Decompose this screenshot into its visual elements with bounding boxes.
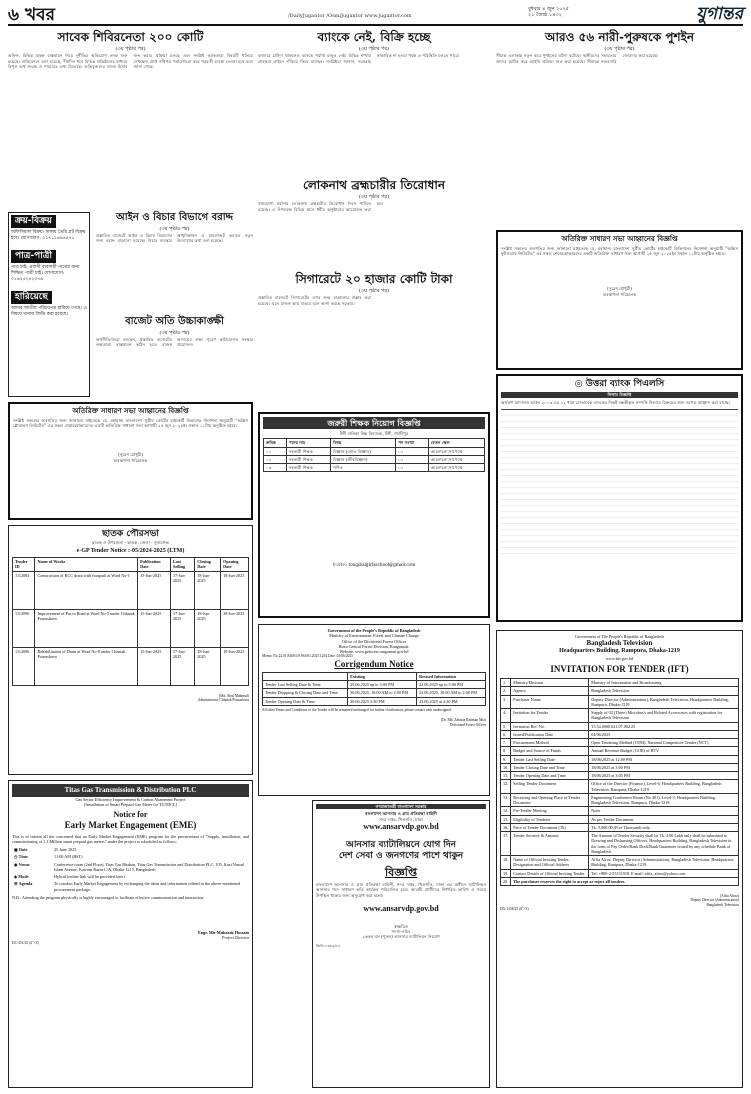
notice-heading: বিজ্ঞপ্তি — [385, 866, 417, 880]
table-row: 14. Pre-Tender Meeting None — [501, 807, 739, 815]
ad-code: জিডি-১৩৮৬/২৫ — [316, 943, 341, 948]
table-row: 11. Tender Opening Date and Time 18/06/2025 at 3:05 PM — [501, 772, 739, 780]
agm-notice-footwear — [496, 230, 743, 370]
gov-name: গণপ্রজাতন্ত্রী বাংলাদেশ সরকার — [316, 804, 486, 809]
org-name: Bangladesh Television — [586, 639, 653, 648]
ad-body: অর্থঋণ আদালত আইন ২০০৩ এর ১২ ধারা মোতাবেক ব্যাংকের নিকট বন্ধকীকৃত সম্পত্তি নিলামে বিক্রয়ের জন্য দরপত্র আহ্বান করা যাচ্ছে। — [501, 399, 731, 405]
story-headline: সিগারেটে ২০ হাজার কোটি টাকা — [295, 272, 453, 286]
gov-name: Government of the People's Republic of Bangladesh — [327, 628, 421, 633]
office: Office of the Divisional Forest Officer — [341, 638, 407, 644]
ad-subtitle: নিলাম বিজ্ঞপ্তি — [501, 392, 738, 397]
social-links: /DailyJugantor /OsmiJugantor www.jugantor.com — [288, 13, 412, 19]
table-header-row: Existing Revised Information — [263, 672, 486, 680]
signer: Engr. Mir Mubarak Hossain — [198, 930, 249, 935]
story-bank — [258, 30, 490, 140]
office-sub: Buxa Central Forest Division, Rangamati. — [338, 643, 410, 649]
ad-code: DG-1358/25 (8"×3) — [500, 907, 529, 912]
story-body: অর্থনীতিবিদরা বলছেন, প্রস্তাবিত বাজেটের লক্ষ্যমাত্রা বাস্তবায়ন কঠিন হবে। রাজস্ব আদায়ের লক্ষ্য পূরণে কাঠামোগত সংস্কার প্রয়োজন। — [96, 336, 253, 348]
notice-signer: (সুরেশ চৌধুরী) — [118, 452, 143, 458]
ift-title: INVITATION FOR TENDER (IFT) — [550, 663, 689, 674]
location-icon: ◉ — [14, 861, 18, 867]
notice-nb: N.B.: Attending the program physically is highly encouraged to facilitate effective communication and interaction. — [12, 894, 205, 900]
date-line: বুধবার ৪ জুন ২০২৫ ২১ জ্যৈষ্ঠ ১৪৩২ — [528, 6, 570, 19]
website: www.ansarvdp.gov.bd — [363, 821, 439, 831]
table-row: ০৩ সহকারী শিক্ষক গণিত ০১ আলোচনা সাপেক্ষে — [264, 464, 485, 472]
story-headline: ব্যাংকে নেই, বিক্রি হচ্ছে — [317, 30, 431, 44]
ansar-vdp-notice — [312, 800, 490, 1088]
notice-body: বাংলাদেশ আনসার ও গ্রাম প্রতিরক্ষা বাহিনী, সদর দপ্তর, খিলগাঁও, ঢাকা এর অধীনে ব্যাটালিয়ন আনসার পদে সাধারণ ভর্তি কার্যক্রম পরিচালিত হবে। আগ্রহী প্রার্থীদের নির্ধারিত তারিখ ও সময়ে উপস্থিত থাকার জন্য অনুরোধ করা হলো। — [316, 882, 486, 898]
ministry: Ministry of Environment, Forest and Climate Change — [329, 633, 419, 639]
lost-heading: হারিয়েছে — [11, 291, 52, 304]
classifieds — [8, 212, 90, 397]
notice-body: সংশ্লিষ্ট সকলের অবগতির জন্য জানানো যাইতেছে যে, মহামান্য বাংলাদেশ সুপ্রীম কোর্টের হাইকোর্ট ডিভিশনের নির্দেশনা অনুযায়ী "অক্সিস ফুটওয়্যার লিমিটেড" এর সকল শেয়ারহোল্ডারদের একটি অতিরিক্ত সাধারণ সভা আগামী ২৫ জুন ২০২৫ইং সকাল ১১টায় অনুষ্ঠিত হইবে। — [501, 245, 738, 256]
story-dateline: (৩য় পৃষ্ঠার পর) — [159, 329, 190, 336]
table-row: ০২ সহকারী শিক্ষক বিজ্ঞান (জীববিজ্ঞান) ০১ আলোচনা সাপেক্ষে — [264, 455, 485, 463]
table-row: 3. Purchaser Name Deputy Director (Administration), Bangladesh Television, Headquarters Building, Rampura, Dhaka-1219. — [501, 695, 739, 709]
signer-org: ২৬তম বাং (পুরুষ) আনসার ব্যাটালিয়ন নিয়োগ — [362, 934, 440, 940]
eme-details — [12, 846, 249, 893]
signer-role: Deputy Director (Administration) — [690, 898, 739, 903]
table-row: 17. Tender Security & Amount The Amount of Tender Security shall be Tk. 4.00 Lakh only shall be submitted to Drawing and Disbursing Officers, Headquarters Building, Bangladesh Television in the form of Pay Order/Bank Draft/Bank Guarantee issued by any schedule Bank of Bangladesh. — [501, 832, 739, 856]
bank-logo-icon: ◎ — [574, 379, 583, 389]
tender-title: e-GP Tender Notice :-05/2024-2025 (LTM) — [76, 547, 185, 554]
table-header-row: ক্রমিক পদের নাম বিষয় পদ সংখ্যা বেতন স্কেল — [264, 439, 485, 447]
page-label: ৬ খবর — [8, 5, 55, 25]
story-body: প্রস্তাবিত বাজেটে সিগারেটের ওপর শুল্ক বাড়ানোর প্রস্তাব করা হয়েছে। এতে রাজস্ব আয় বাড়বে বলে আশা করছে সরকার। — [258, 295, 371, 306]
newspaper-logo: যুগান্তর — [696, 4, 743, 24]
signer: (Md. Abul Mahmud) — [218, 693, 249, 698]
auction-schedule-table — [501, 409, 738, 559]
matrimony-heading: পাত্র-পাত্রী — [11, 250, 56, 263]
teacher-recruitment-ad — [258, 412, 490, 618]
website: www.btv.gov.bd — [605, 655, 634, 661]
notice-signer-role: ব্যবস্থাপনা পরিচালক — [602, 291, 637, 297]
clock-icon: ◷ — [14, 854, 18, 860]
story-dateline: (৩য় পৃষ্ঠার পর) — [358, 46, 390, 52]
table-row: 12. Selling Tender Document Office of the Director (Finance), Level-6, Headquarters Building, Bangladesh Television, Rampura, Dhaka-1219. — [501, 780, 739, 794]
corrigendum-note: All other Terms and Conditions of the Tender will be remained unchanged for further clarification, please contact with undersigned. — [262, 707, 452, 712]
ad-title: জরুরী শিক্ষক নিয়োগ বিজ্ঞপ্তি — [263, 417, 485, 429]
corrigendum-table — [262, 672, 486, 706]
story-loknath — [258, 178, 490, 268]
table-row: 9. Tender Last Selling Date 18/06/2025 at 12:00 PM — [501, 755, 739, 763]
website-2: www.ansarvdp.gov.bd — [363, 903, 439, 913]
story-pushin — [496, 30, 743, 225]
story-body: সীমান্ত এলাকায় নতুন করে পুশইনের ঘটনা ঘটেছে। স্থানীয়দের সহায়তায় তাদের আটক করে আইনি প্রক্রিয়া শুরু করা হয়েছে। সীমান্তে নজরদারি জোরদার করা হয়েছে। — [496, 53, 659, 64]
story-body: প্রস্তাবিত বাজেটে আইন ও বিচার বিভাগের জন্য বরাদ্দ বাড়ানো হয়েছে। বিচার ব্যবস্থার আধুনিকায়ন ও মামলাজট কমাতে নতুন উদ্যোগের কথা বলা হয়েছে। — [96, 232, 253, 244]
bank-name: ◎ উত্তরা ব্যাংক পিএলসি — [574, 379, 665, 389]
story-dateline: (৩য় পৃষ্ঠার পর) — [358, 288, 390, 294]
notice-title: Early Market Engagement (EME) — [64, 820, 197, 831]
ift-table — [500, 678, 739, 886]
page-header — [8, 4, 743, 26]
table-row: 5. Invitation Ref. No. 15.54.0000.021.07.002.25 — [501, 722, 739, 730]
story-headline: আইন ও বিচার বিভাগে বরাদ্দ — [115, 212, 234, 223]
matrimony-text: পাত্র চাই: প্রবাসী ব্যবসায়ী পাত্রের জন্য শিক্ষিত পাত্রী চাই। যোগাযোগ: ০১৬২৫২৪২০৭৬ — [11, 265, 80, 282]
table-row: 13. Receiving and Opening Place of Tender Document Engineering Conference Room (No 401), Level-3, Headquarters Building, Bangladesh Television, Rampura, Dhaka-1219. — [501, 793, 739, 807]
table-row: Tender Last Selling Date & Time 29.06.2025 up to 5:00 PM 22.06.2025 up to 5:00 PM — [263, 681, 486, 689]
table-row: 18. Name of Official Inviting Tender, Designation and Official Address Afifa Afroz, Deputy Director (Administration), Bangladesh Television, Headquarters Building, Rampura, Dhaka-1219. — [501, 856, 739, 870]
table-row: 15. Eligibility of Tenderer As per Tender Document. — [501, 815, 739, 823]
calendar-icon: ▣ — [14, 847, 18, 852]
gov-name: Government of The People's Republic of Bangladesh — [574, 634, 665, 639]
notice-body: সংশ্লিষ্ট সকলের অবগতির জন্য জানানো যাইতেছে যে, মহামান্য বাংলাদেশ সুপ্রীম কোর্টের হাইকোর্ট বিভাগের নির্দেশনা অনুযায়ী "অক্সিস গ্লোবালস লিমিটেড" এর সকল শেয়ারহোল্ডারদের একটি অতিরিক্ত সাধারণ সভা আগামী ২৫ জুন ২০২৫ইং সকাল ১১টায় অনুষ্ঠিত হইবে। — [13, 417, 248, 428]
signer-org: Bangladesh Television — [706, 902, 739, 907]
mode-icon: ◈ — [14, 874, 18, 879]
story-dateline: (৩য় পৃষ্ঠার পর) — [159, 225, 190, 232]
story-dateline: (৩য় পৃষ্ঠার পর) — [358, 194, 390, 200]
table-header-row: Tender ID Name of Works Publication Date Last Selling Closing Date Opening Date — [13, 558, 249, 572]
signer-role: Project Director — [222, 935, 249, 941]
table-row: 7. Procurement Method Open Tendering Method (OTM). National Competitive Tender (NCT) — [501, 739, 739, 747]
signer-role: Administrator, Chhatak Pourashava — [197, 697, 249, 702]
notice-title: অতিরিক্ত সাধারণ সভা আহ্বানের বিজ্ঞপ্তি — [72, 406, 189, 415]
signer: (Dr. Md. Zakaria Rahman Mia) — [440, 718, 486, 723]
agm-notice-globals — [8, 402, 253, 520]
story-dateline: (৩য় পৃষ্ঠার পর) — [604, 46, 635, 52]
table-row: ০১ সহকারী শিক্ষক বিজ্ঞান (ভৌত বিজ্ঞান) ০১ আলোচনা সাপেক্ষে — [264, 447, 485, 455]
slogan-2: দেশ সেবা ও জনগণের পাশে থাকুন — [338, 851, 464, 861]
notice-for: Notice for — [113, 810, 148, 820]
buy-sell-text: অফিসিয়াল বিক্রয়: ঢাকায় তৈরি প্লট বিক্রয় হবে। যোগাযোগ: ০১৭১১৬৯৬৫৭১ — [11, 230, 86, 242]
story-body: যথাযোগ্য মর্যাদায় লোকনাথ ব্রহ্মচারীর তিরোধান দিবস পালিত হয়েছে। এ উপলক্ষে বিভিন্ন স্থানে ধর্মীয় অনুষ্ঠানের আয়োজন করা হয়। — [258, 201, 384, 212]
table-row: 10. Tender Closing Date and Time 18/06/2025 at 3:00 PM — [501, 763, 739, 771]
signer: স্বাক্ষরিত — [394, 923, 408, 929]
story-body: বাজারে চাহিদা থাকলেও ব্যাংকে পর্যাপ্ত মজুত নেই। বিভিন্ন শাখায় গ্রাহকরা লাইনে দাঁড়িয়ে ফিরে যাচ্ছেন। সংশ্লিষ্টরা জানান, সরবরাহ স্বাভাবিক না হওয়া পর্যন্ত এ পরিস্থিতি চলতে পারে। — [258, 53, 460, 64]
signer: (Afifa Afroz) — [719, 894, 739, 898]
story-shibir — [8, 30, 253, 208]
detail-row-mode: ◈ Mode Hybrid (online link will be provided later). — [14, 874, 126, 879]
table-row: 20. The purchaser reserves the right to accept or reject all tenders. — [501, 877, 739, 885]
corrigendum-title: Corrigendum Notice — [334, 658, 414, 669]
table-row: 1112090 Improvement of Pucca Road at Ward No-5 under Chhatak Pourashava 15-Jun-2025 17-Jun-2025 18-Jun-2025 18-Jun-2025 — [13, 609, 249, 647]
story-law — [96, 212, 253, 312]
detail-row-venue: ◉ Venue Conference room (2nd Floor), Titas Gas Bhaban, Titas Gas Transmission and Distribution PLC, 105, Kazi Nazrul Islam Avenue, Kawran Bazar C/A, Dhaka-1215, Bangladesh. — [14, 861, 245, 872]
memo: Memo: No.22.01.8400.0.0.96.001.2025.1234 Date: 03/06/2025 — [262, 654, 354, 659]
story-budget — [96, 316, 253, 399]
lost-text: আমার জাতীয় পরিচয়পত্র হারিয়ে গেছে। এ বিষয়ে থানায় জিডি করা হয়েছে। — [11, 305, 87, 317]
story-cigarette — [258, 272, 490, 407]
table-row: 16. Price of Tender Document (Tk) Tk. 5,000.00 (Five Thousand) only. — [501, 823, 739, 831]
ad-code: DC-451/25 (4"×3) — [12, 940, 39, 945]
story-body: অফিস, বিভিন্ন প্রকল্প বাস্তবায়ন নিয়ে দুর্নীতির অভিযোগ তদন্ত শুরু হয়েছে। প্রতিবেদনে বলা হয়েছে, দীর্ঘদিন ধরে বিভিন্ন প্রতিষ্ঠানের মাধ্যমে বিপুল অর্থ সংগ্রহ ও পাচারের তথ্য মিলেছে। অভিযুক্তদের ব্যাংক হিসাব জব্দ করার প্রক্রিয়া চলছে এবং সংশ্লিষ্ট কর্মকর্তারা বিষয়টি খতিয়ে দেখছেন। প্রাপ্ত নথিপত্র পর্যালোচনা করে পরবর্তী ব্যবস্থা নেওয়া হবে বলে জানা গেছে। — [8, 53, 253, 70]
tender-table — [12, 557, 249, 686]
table-row: Tender Opening Date & Time 30.06.2025 2:30 PM 23.06.2025 at 2:30 PM — [263, 697, 486, 705]
org-name: বাংলাদেশ আনসার ও গ্রাম প্রতিরক্ষা বাহিনী — [365, 811, 437, 817]
detail-row-date: ▣ Date 25 June 2025 — [14, 847, 77, 852]
story-headline: বাজেট অতি উচ্চাকাঙ্ক্ষী — [125, 316, 224, 327]
titas-gas-eme-notice — [8, 780, 253, 1088]
table-row: 19. Contact Details of Official Inviting Tender Tel: +880-2-55131918. E-mail: afifa_afroz@yahoo.com — [501, 869, 739, 877]
titas-subtitle: Gas Sector Efficiency Improvement & Carbon Abatement Project — [75, 796, 186, 802]
org-address: সদর দপ্তর, খিলগাঁও, ঢাকা — [379, 816, 423, 822]
corrigendum-notice — [258, 624, 490, 796]
chhatak-pourashava-tender — [8, 525, 253, 775]
agenda-icon: ☰ — [14, 881, 18, 887]
detail-row-agenda: ☰ Agenda To conduct Early Market Engagement by exchanging the ideas and information related to the above-mentioned procurement package. — [14, 881, 241, 892]
table-row: 1112084 Construction of RCC drain with footpath at Ward No-1 15-Jun-2025 17-Jun-2025 18-Jun-2025 18-Jun-2025 — [13, 571, 249, 609]
story-headline: সাবেক শিবিরনেতা ২০০ কোটি — [57, 30, 204, 44]
ad-email: ই-মেইল: tongibalgirlsschool@gmail.com — [332, 562, 416, 568]
story-headline: আরও ৫৬ নারী-পুরুষকে পুশইন — [544, 30, 695, 44]
notice-signer-role: ব্যবস্থাপনা পরিচালক — [113, 457, 148, 463]
notice-signer: (সুরেশ চৌধুরী) — [607, 286, 632, 292]
story-dateline: (৩য় পৃষ্ঠার পর) — [115, 46, 146, 52]
table-row: 2. Agency Bangladesh Television — [501, 687, 739, 695]
positions-table — [263, 438, 485, 472]
notice-intro: This is to inform all the concerned that an Early Market Engagement (EME) program for the procurement of "Supply, installation, and commissioning of 1.1 Million smart prepaid gas meters" under the project is scheduled as follows: — [12, 833, 249, 844]
signer-role: Divisional Forest Officer — [449, 722, 486, 727]
detail-row-time: ◷ Time 11:00 AM (BST) — [14, 854, 83, 860]
titas-title: Titas Gas Transmission & Distribution PLC — [12, 784, 249, 797]
notice-title: অতিরিক্ত সাধারণ সভা আহ্বানের বিজ্ঞপ্তি — [561, 234, 678, 243]
ad-subtitle: টঙ্গী বালিকা উচ্চ বিদ্যালয়, টঙ্গী, গাজীপুর — [339, 431, 409, 436]
uttara-bank-auction-ad — [496, 374, 743, 622]
table-row: 6. Issued/Publication Date 04/06/2025 — [501, 730, 739, 738]
ad-title: ছাতক পৌরসভা — [102, 529, 159, 539]
signer-role: সদস্য-সচিব — [391, 929, 411, 934]
table-row: 1112096 Rehabilitation of Drain at Ward No-8 under Chhatak Pourashava 15-Jun-2025 17-Jun-2025 18-Jun-2025 18-Jun-2025 — [13, 647, 249, 685]
table-row: 8. Budget and Source of Funds Annual Revenue Budget (GOB) of BTV — [501, 747, 739, 755]
org-address: Headquarters Building, Rampura, Dhaka-1219 — [559, 648, 680, 654]
table-row: 4. Invitation for Tender Supply of 03 (Three) Microbus's and Related Accessories with registration for Bangladesh Television. — [501, 709, 739, 723]
btv-ift-notice — [496, 630, 743, 1088]
address: ছাতক ও উপজেলা - ছাতক, জেলা - সুনামগঞ্জ — [92, 540, 169, 546]
titas-subtitle2: [Installation of Smart Prepaid Gas Meter for TGTDCL] — [83, 802, 178, 807]
table-row: Tender Dropping & Closing Date and Time 30.06.2025, 10:00 AM to 2:00 PM 23.06.2025, 10:00 AM to 2:00 PM — [263, 689, 486, 697]
table-row: 1. Ministry/Division Ministry of Information and Broadcasting — [501, 679, 739, 687]
buy-sell-heading: ক্রয়-বিক্রয় — [11, 215, 56, 228]
story-headline: লোকনাথ ব্রহ্মচারীর তিরোধান — [302, 178, 446, 192]
slogan-1: আনসার ব্যাটালিয়নে যোগ দিন — [345, 839, 457, 850]
website: Website: www.geforest.rangamati.gov.bd — [339, 649, 409, 654]
